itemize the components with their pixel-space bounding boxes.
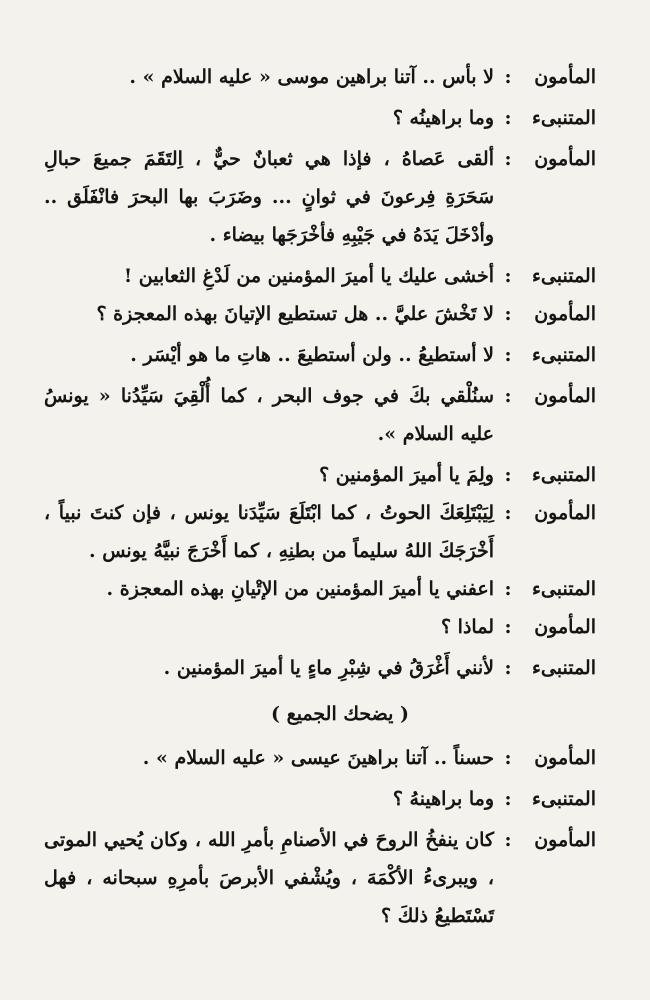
speech-text: سنُلْقي بكَ في جوف البحر ، كما أُلْقِيَ سَيِّدُنا « يونسُ عليه السلام ».	[44, 385, 494, 445]
speaker-colon: :	[504, 829, 512, 851]
speaker-name: المتنبىء	[531, 344, 596, 366]
speech-text: ألقى عَصاهُ ، فإذا هي ثعبانٌ حيٌّ ، اِلتَقَمَ جميعَ حبالِ سَحَرَةِ فِرعونَ في ثوانٍ ... وضَرَبَ بها البحرَ فانْفَلَق .. وأدْخَلَ يَدَهُ في جَيْبِهِ فأخْرَجَها بيضاء .	[44, 148, 494, 246]
stage-direction: ( يضحك الجميع )	[270, 703, 410, 725]
speech-text: وما براهينهُ ؟	[392, 788, 494, 810]
dialogue-line	[44, 821, 596, 935]
dialogue-line	[44, 780, 596, 818]
speaker-name: المتنبىء	[531, 107, 596, 129]
speaker-colon: :	[504, 385, 512, 407]
dialogue-line	[44, 257, 596, 295]
speaker-name: المأمون	[534, 829, 596, 851]
speech-text: لا أستطيعُ .. ولن أستطيعَ .. هاتِ ما هو أيْسَر .	[130, 344, 494, 366]
dialogue-line	[44, 570, 596, 608]
speech-text: كان ينفخُ الروحَ في الأصنامِ بأمرِ الله ، وكان يُحيي الموتى ، ويبرىءُ الأكْمَهَ ، ويُشْفي الأبرصَ بأمرِهِ سبحانه ، فهل تَسْتَطيعُ ذلكَ ؟	[44, 829, 494, 927]
speech-text: حسناً .. آتنا براهينَ عيسى « عليه السلام » .	[142, 747, 494, 769]
speaker-name: المأمون	[534, 303, 596, 325]
dialogue-line	[44, 295, 596, 333]
dialogue-line	[44, 377, 596, 453]
speaker-colon: :	[504, 747, 512, 769]
dialogue-line	[44, 99, 596, 137]
speaker-colon: :	[504, 616, 512, 638]
speaker-colon: :	[504, 788, 512, 810]
speaker-name: المأمون	[534, 747, 596, 769]
speaker-name: المتنبىء	[531, 657, 596, 679]
dialogue-line	[44, 336, 596, 374]
speaker-colon: :	[504, 148, 512, 170]
dialogue-line	[44, 649, 596, 687]
speaker-name: المتنبىء	[531, 578, 596, 600]
speaker-name: المأمون	[534, 66, 596, 88]
speaker-colon: :	[504, 502, 512, 524]
speaker-colon: :	[504, 578, 512, 600]
speaker-colon: :	[504, 464, 512, 486]
speaker-colon: :	[504, 265, 512, 287]
speech-text: لِيَبْتَلِعَكَ الحوتُ ، كما ابْتَلَعَ سَيِّدَنا يونس ، فإن كنتَ نبياً ، أَخْرَجَكَ اللهُ سليماً من بطنِهِ ، كما أَخْرَجَ نبيَّهُ يونس .	[44, 502, 494, 562]
dialogue-line	[44, 58, 596, 96]
speaker-name: المتنبىء	[531, 464, 596, 486]
speaker-name: المأمون	[534, 148, 596, 170]
dialogue-line	[44, 739, 596, 777]
speaker-name: المأمون	[534, 385, 596, 407]
speech-text: لا تَخْشَ عليَّ .. هل تستطيع الإتيانَ بهذه المعجزة ؟	[96, 303, 494, 325]
speaker-colon: :	[504, 657, 512, 679]
speaker-colon: :	[504, 66, 512, 88]
speech-text: لماذا ؟	[440, 616, 494, 638]
speaker-name: المأمون	[534, 616, 596, 638]
speaker-name: المتنبىء	[531, 265, 596, 287]
speech-text: وما براهينُه ؟	[392, 107, 494, 129]
speaker-name: المأمون	[534, 502, 596, 524]
dialogue-line	[44, 494, 596, 570]
dialogue-line	[44, 608, 596, 646]
speaker-colon: :	[504, 303, 512, 325]
speech-text: ولِمَ يا أميرَ المؤمنين ؟	[319, 464, 494, 486]
speech-text: أخشى عليك يا أميرَ المؤمنين من لَدْغِ الثعابين !	[123, 265, 494, 287]
speaker-colon: :	[504, 107, 512, 129]
speech-text: لأنني أَغْرَقُ في شِبْرِ ماءٍ يا أميرَ المؤمنين .	[163, 657, 494, 679]
speaker-colon: :	[504, 344, 512, 366]
dialogue-line	[44, 140, 596, 254]
speech-text: اعفني يا أميرَ المؤمنين من الإتْيانِ بهذه المعجزة .	[106, 578, 494, 600]
dialogue-line	[44, 456, 596, 494]
speech-text: لا بأس .. آتنا براهين موسى « عليه السلام » .	[129, 66, 494, 88]
speaker-name: المتنبىء	[531, 788, 596, 810]
